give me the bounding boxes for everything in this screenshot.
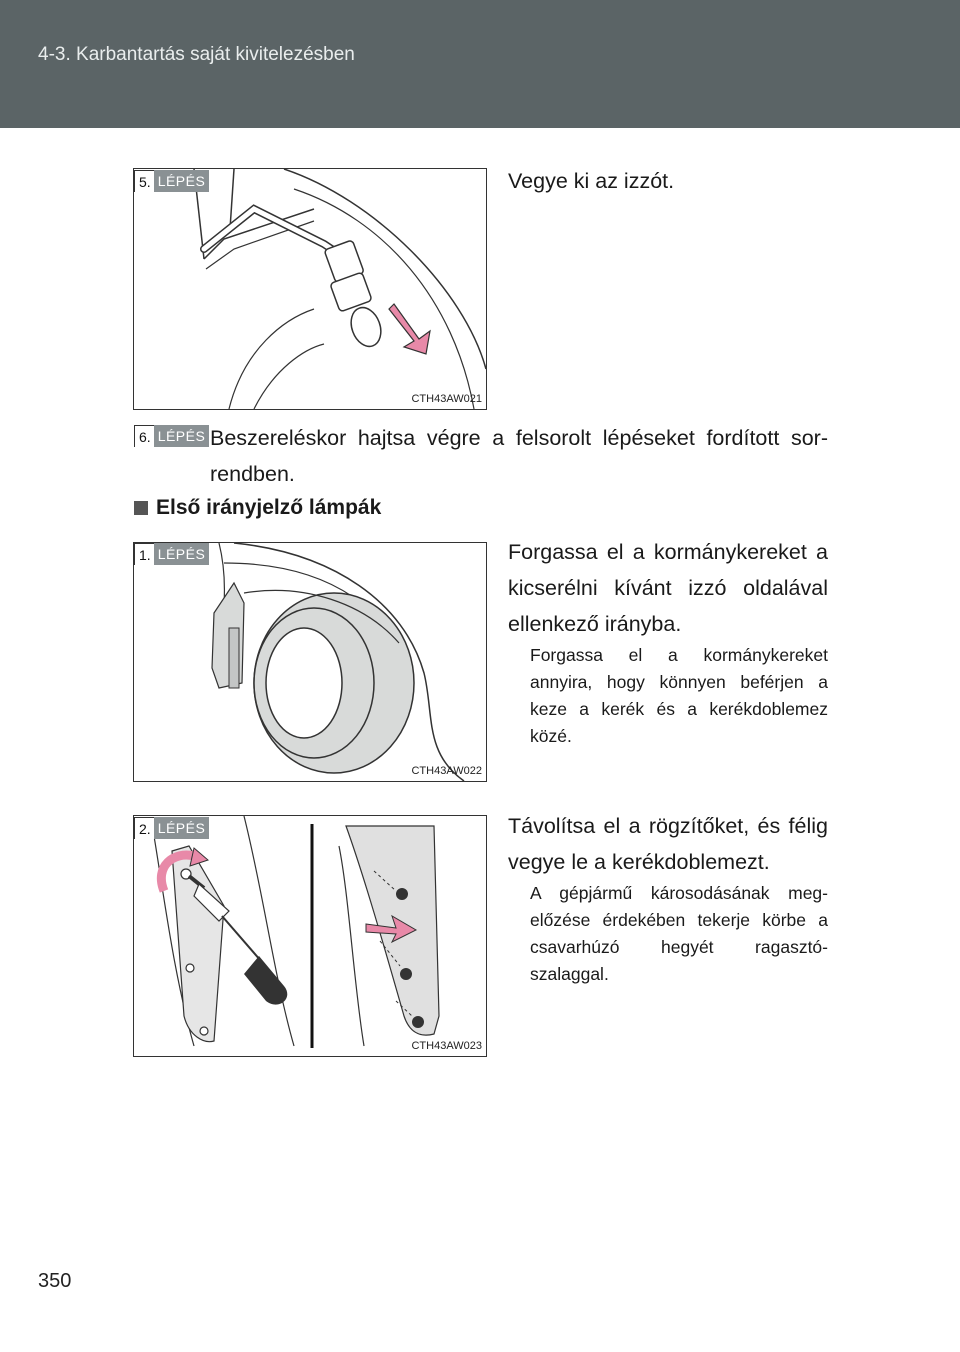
step-number: 5. — [134, 170, 154, 192]
step-2-text: Távolítsa el a rögzítőket, és félig vegye le a kerékdoblemezt. — [508, 814, 828, 874]
section-heading-text: Első irányjelző lámpák — [156, 496, 382, 519]
figure-turn-wheel — [133, 542, 487, 782]
section-title: 4-3. Karbantartás saját kivitelezésben — [38, 44, 355, 65]
step-number: 2. — [134, 817, 154, 839]
page-number: 350 — [38, 1270, 72, 1292]
figure-remove-liner — [133, 815, 487, 1057]
step-label: LÉPÉS — [154, 543, 210, 565]
remove-liner-illustration — [134, 816, 486, 1056]
section-heading — [134, 496, 381, 520]
step-label: LÉPÉS — [154, 817, 210, 839]
step-1-text: Forgassa el a kormánykereket a kicserélni kívánt izzó oldalával ellenkező irányba. — [508, 540, 828, 636]
step-tag-5 — [134, 170, 209, 192]
figure-remove-bulb — [133, 168, 487, 410]
step-tag-1 — [134, 543, 209, 565]
square-bullet-icon — [134, 501, 148, 515]
step-number: 6. — [134, 425, 154, 447]
step-tag-6 — [134, 425, 209, 447]
step-2-note: A gépjármű károsodásának meg-előzése érdekében tekerje körbe a csavarhúzó hegyét ragasztó-szalaggal. — [530, 883, 828, 984]
figure-code: CTH43AW023 — [411, 1040, 482, 1052]
figure-code: CTH43AW021 — [411, 393, 482, 405]
step-5-text: Vegye ki az izzót. — [508, 169, 675, 193]
step-number: 1. — [134, 543, 154, 565]
step-label: LÉPÉS — [154, 170, 210, 192]
step-tag-2 — [134, 817, 209, 839]
step-6-text: Beszereléskor hajtsa végre a felsorolt lépéseket fordított sor-rendben. — [210, 426, 828, 486]
turn-wheel-illustration — [134, 543, 486, 781]
remove-bulb-illustration — [134, 169, 486, 409]
page-header — [0, 0, 960, 128]
step-1-note: Forgassa el a kormánykereket annyira, hogy könnyen beférjen a keze a kerék és a kerékdoblemez közé. — [530, 645, 828, 746]
figure-code: CTH43AW022 — [411, 765, 482, 777]
step-label: LÉPÉS — [154, 425, 210, 447]
